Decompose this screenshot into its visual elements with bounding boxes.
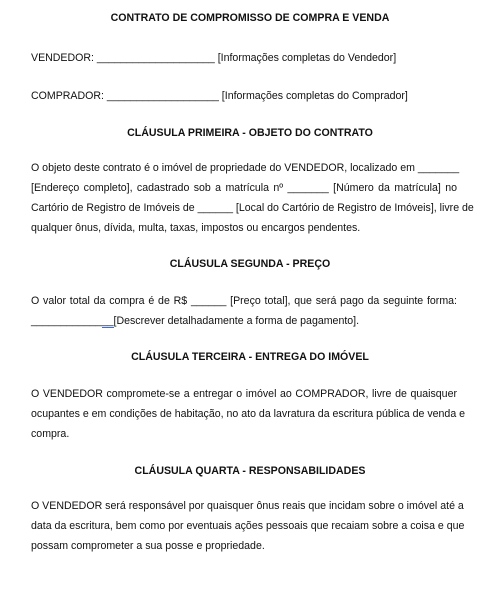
clause-1-line: O objeto deste contrato é o imóvel de propriedade do VENDEDOR, localizado em _______ [31, 162, 460, 174]
clause-3-line: ocupantes e em condições de habitação, no ato da lavratura da escritura pública de venda e [31, 408, 466, 420]
clause-3-paragraph [31, 384, 466, 444]
clause-3-line: O VENDEDOR compromete-se a entregar o imóvel ao COMPRADOR, livre de quaisquer [31, 388, 457, 400]
clause-4-line: possam comprometer a sua posse e propriedade. [31, 540, 265, 552]
clause-2-heading: CLÁUSULA SEGUNDA - PREÇO [169, 258, 331, 270]
clause-4-heading: CLÁUSULA QUARTA - RESPONSABILIDADES [134, 465, 366, 477]
clause-2-line [31, 311, 457, 331]
clause-1-paragraph [31, 158, 474, 238]
clause-3-line: compra. [31, 428, 70, 440]
clause-4-line: O VENDEDOR será responsável por quaisquer ônus reais que incidam sobre o imóvel até a [31, 500, 464, 512]
clause-1-line: Cartório de Registro de Imóveis de ______ [Local do Cartório de Registro de Imóveis], livre de [31, 202, 474, 214]
clause-3-heading: CLÁUSULA TERCEIRA - ENTREGA DO IMÓVEL [131, 351, 369, 363]
seller-line: VENDEDOR: ____________________ [Informações completas do Vendedor] [31, 52, 397, 64]
buyer-line: COMPRADOR: ___________________ [Informações completas do Comprador] [31, 90, 408, 102]
clause-2-line: O valor total da compra é de R$ ______ [Preço total], que será pago da seguinte forma: [31, 295, 457, 307]
clause-1-line: [Endereço completo], cadastrado sob a matrícula nº _______ [Número da matrícula] no [31, 182, 457, 194]
document-title: CONTRATO DE COMPROMISSO DE COMPRA E VENDA [110, 12, 390, 24]
payment-description: [Descrever detalhadamente a forma de pagamento]. [113, 315, 360, 327]
clause-1-heading: CLÁUSULA PRIMEIRA - OBJETO DO CONTRATO [127, 127, 373, 139]
clause-1-line: qualquer ônus, dívida, multa, taxas, impostos ou encargos pendentes. [31, 222, 361, 234]
text-cursor-mark: __ [101, 315, 114, 327]
payment-blank: ____________ [31, 315, 102, 327]
clause-2-paragraph [31, 291, 457, 331]
clause-4-paragraph [31, 496, 465, 556]
clause-4-line: data da escritura, bem como por eventuais ações pessoais que recaiam sobre a coisa e que [31, 520, 465, 532]
